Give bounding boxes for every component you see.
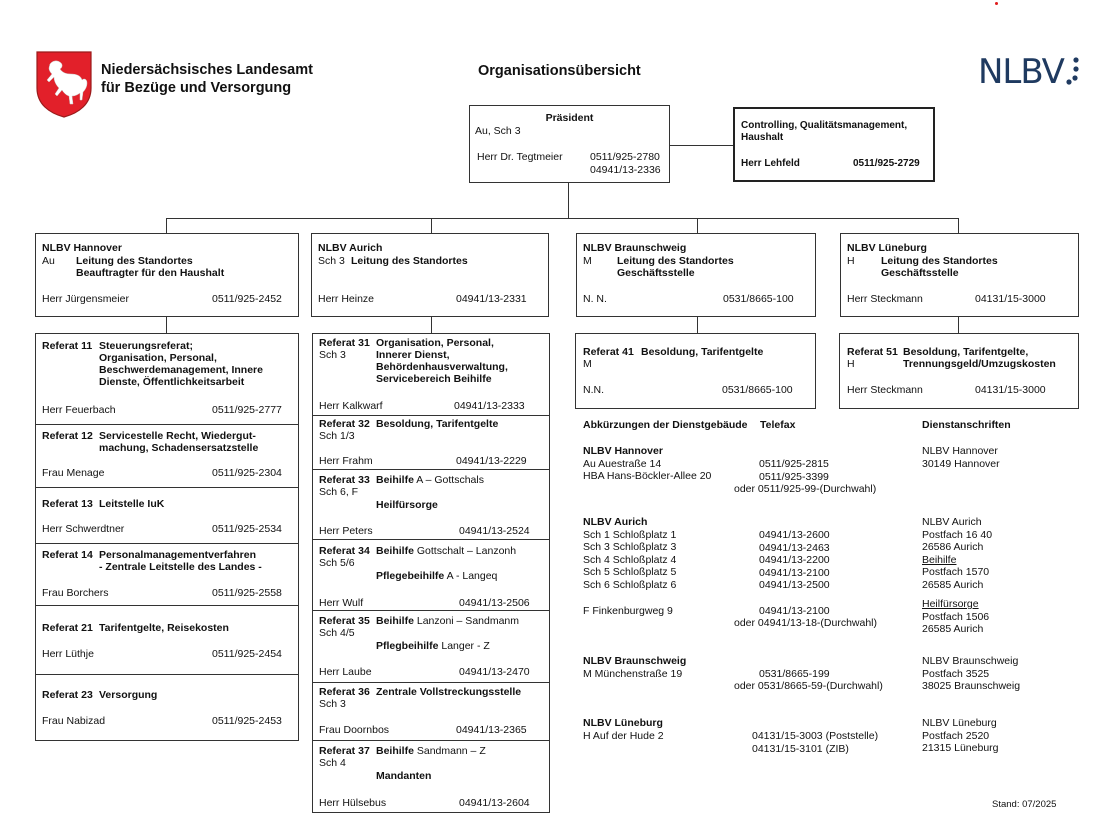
referat-line: Besoldung, Tarifentgelte — [641, 346, 764, 358]
president-phone1: 0511/925-2780 — [590, 151, 660, 163]
referat-37-box — [312, 740, 550, 813]
referat-key: Referat 12 — [42, 430, 93, 442]
location-person: Herr Heinze — [318, 293, 375, 305]
referat-line-2 — [376, 770, 431, 783]
referat-code: Sch 5/6 — [319, 557, 355, 569]
legend-location-title: NLBV Lüneburg — [583, 717, 663, 729]
referat-line: Trennungsgeld/Umzugskosten — [903, 358, 1056, 370]
address-subheading: Beihilfe — [922, 553, 957, 566]
address-line: NLBV Braunschweig — [922, 655, 1019, 667]
legend-building: M Münchenstraße 19 — [583, 667, 683, 680]
organization-name — [101, 61, 313, 97]
legend-fax: 04941/13-2500 — [759, 579, 830, 591]
referat-person: Herr Lüthje — [42, 648, 94, 660]
referat-plain: A - Langeq — [444, 570, 498, 582]
referat-code: H — [847, 358, 855, 370]
location-code: H — [847, 255, 855, 267]
referat-bold: Pflegbeihilfe — [376, 640, 439, 652]
referat-key: Referat 37 — [319, 745, 370, 757]
referat-line: Innerer Dienst, — [376, 349, 450, 361]
referat-phone: 04941/13-2604 — [459, 797, 530, 809]
address-line: 26586 Aurich — [922, 541, 984, 553]
referat-line: Servicebereich Beihilfe — [376, 373, 492, 385]
controlling-person: Herr Lehfeld — [741, 158, 800, 169]
legend-hannover-fax — [759, 458, 829, 483]
referat-21-box — [35, 605, 299, 675]
location-person: N. N. — [583, 293, 607, 305]
referat-code: Sch 4/5 — [319, 627, 355, 639]
referat-35-box — [312, 610, 550, 683]
referat-line: Organisation, Personal, — [99, 352, 217, 364]
referat-phone: 04941/13-2524 — [459, 525, 530, 537]
referat-phone: 0531/8665-100 — [722, 384, 793, 396]
referat-person: Frau Doornbos — [319, 724, 390, 736]
referat-key: Referat 21 — [42, 622, 93, 634]
location-phone: 0531/8665-100 — [723, 293, 794, 305]
referat-person: Herr Hülsebus — [319, 797, 387, 809]
referat-13-box — [35, 487, 299, 544]
org-name-line1: Niedersächsisches Landesamt — [101, 62, 313, 78]
referat-line-1 — [376, 474, 484, 487]
referat-key: Referat 11 — [42, 340, 93, 352]
connector-aurich-referate — [431, 316, 432, 333]
referat-line: - Zentrale Leitstelle des Landes - — [99, 561, 262, 573]
referat-51-box — [839, 333, 1079, 409]
location-code: M — [583, 255, 592, 267]
location-person: Herr Steckmann — [847, 293, 923, 305]
location-phone: 04941/13-2331 — [456, 293, 527, 305]
legend-building: Sch 6 Schloßplatz 6 — [583, 578, 677, 591]
legend-fax: 04941/13-2100 — [759, 605, 830, 617]
referat-plain: A – Gottschals — [413, 474, 484, 486]
legend-aurich-fax — [759, 529, 830, 592]
referat-12-box — [35, 424, 299, 488]
referat-line-1 — [376, 745, 486, 758]
referat-phone: 0511/925-2777 — [212, 404, 282, 416]
connector-president-down — [568, 182, 569, 219]
referat-bold: Beihilfe — [376, 474, 414, 486]
connector-to-hannover — [166, 218, 167, 233]
referat-bold: Beihilfe — [376, 615, 414, 627]
legend-fax: 04941/13-2200 — [759, 554, 830, 566]
referat-plain: Langer - Z — [438, 640, 490, 652]
legend-braunschweig-extra: oder 0531/8665-59-(Durchwahl) — [734, 680, 883, 692]
referat-line-2 — [376, 499, 438, 512]
referat-phone: 04941/13-2506 — [459, 597, 530, 609]
legend-fax: 0511/925-3399 — [759, 470, 829, 483]
location-code: Au — [42, 255, 55, 267]
svg-text:NLBV: NLBV — [978, 52, 1064, 90]
legend-header-telefax: Telefax — [760, 419, 796, 431]
legend-fax: 0531/8665-199 — [759, 668, 830, 680]
lower-saxony-horse-crest-icon — [35, 50, 93, 118]
referat-person: Frau Nabizad — [42, 715, 106, 727]
legend-building: Sch 1 Schloßplatz 1 — [583, 528, 677, 541]
legend-braunschweig — [583, 655, 686, 680]
location-line1: Leitung des Standortes — [617, 255, 734, 267]
location-phone: 0511/925-2452 — [212, 293, 282, 305]
referat-34-box — [312, 539, 550, 611]
location-code: Sch 3 — [318, 255, 345, 267]
controlling-box — [733, 107, 935, 182]
location-line2: Geschäftsstelle — [881, 267, 959, 279]
referat-line: Steuerungsreferat; — [99, 340, 193, 352]
location-phone: 04131/15-3000 — [975, 293, 1046, 305]
legend-aurich — [583, 516, 676, 591]
referat-plain: Gottschalt – Lanzonh — [413, 545, 517, 557]
referat-phone: 04131/15-3000 — [975, 384, 1046, 396]
location-line2: Beauftragter für den Haushalt — [76, 267, 225, 279]
controlling-title-line1: Controlling, Qualitätsmanagement, — [741, 120, 908, 131]
referat-line-1 — [376, 615, 519, 628]
referat-key: Referat 41 — [583, 346, 634, 358]
referat-key: Referat 35 — [319, 615, 370, 627]
location-line2: Geschäftsstelle — [617, 267, 695, 279]
legend-header-addresses: Dienstanschriften — [922, 419, 1011, 431]
referat-key: Referat 34 — [319, 545, 370, 557]
address-line: 38025 Braunschweig — [922, 680, 1021, 692]
referat-line: Besoldung, Tarifentgelte, — [903, 346, 1029, 358]
address-line: 26585 Aurich — [922, 578, 984, 591]
address-line: NLBV Lüneburg — [922, 717, 997, 729]
referat-31-box — [312, 333, 550, 416]
referat-line-1 — [376, 545, 516, 558]
referat-line: Servicestelle Recht, Wiedergut- — [99, 430, 256, 442]
referat-plain: Lanzoni – Sandmanm — [413, 615, 520, 627]
legend-aurich-extra: oder 04941/13-18-(Durchwahl) — [734, 617, 877, 629]
marker-dot — [995, 2, 998, 5]
page-title: Organisationsübersicht — [478, 63, 641, 79]
legend-location-title: NLBV Braunschweig — [583, 655, 687, 667]
location-person: Herr Jürgensmeier — [42, 293, 129, 305]
referat-23-box — [35, 674, 299, 741]
referat-key: Referat 33 — [319, 474, 370, 486]
referat-code: Sch 3 — [319, 698, 346, 710]
referat-line-2 — [376, 640, 490, 653]
legend-hannover-extra: oder 0511/925-99-(Durchwahl) — [734, 483, 877, 495]
referat-person: Frau Menage — [42, 467, 105, 479]
legend-hannover-address — [922, 445, 1000, 470]
connector-horizontal-bus — [166, 218, 959, 219]
location-box-lueneburg — [840, 233, 1079, 317]
address-line: NLBV Hannover — [922, 445, 998, 457]
legend-aurich-address — [922, 516, 992, 636]
referat-line-2 — [376, 570, 497, 583]
referat-phone: 04941/13-2229 — [456, 455, 527, 467]
referat-line: Beschwerdemanagement, Innere — [99, 364, 263, 376]
referat-person: Herr Wulf — [319, 597, 364, 609]
referat-key: Referat 31 — [319, 337, 370, 349]
referat-line: Behördenhausverwaltung, — [376, 361, 508, 373]
referat-33-box — [312, 469, 550, 540]
legend-fax: 04941/13-2600 — [759, 529, 830, 541]
referat-code: Sch 1/3 — [319, 430, 355, 442]
org-name-line2: für Bezüge und Versorgung — [101, 80, 292, 96]
address-line: Postfach 1570 — [922, 566, 990, 578]
president-title: Präsident — [545, 112, 594, 124]
referat-key: Referat 51 — [847, 346, 898, 358]
address-line: Postfach 3525 — [922, 667, 990, 680]
referat-phone: 04941/13-2365 — [456, 724, 527, 736]
legend-building: HBA Hans-Böckler-Allee 20 — [583, 470, 712, 482]
referat-line: Personalmanagementverfahren — [99, 549, 256, 561]
referat-person: Herr Peters — [319, 525, 373, 537]
address-line: 21315 Lüneburg — [922, 742, 999, 754]
location-name: NLBV Braunschweig — [583, 242, 687, 254]
referat-code: Sch 3 — [319, 349, 346, 361]
stand-date: Stand: 07/2025 — [992, 799, 1057, 810]
legend-building: Sch 3 Schloßplatz 3 — [583, 541, 677, 553]
legend-hannover — [583, 445, 711, 483]
legend-fax: 04131/15-3101 (ZIB) — [752, 742, 849, 755]
address-line: Postfach 16 40 — [922, 528, 993, 541]
legend-fax: 04941/13-2100 — [759, 566, 830, 579]
referat-person: Herr Frahm — [319, 455, 373, 467]
address-line: Postfach 2520 — [922, 729, 990, 742]
location-name: NLBV Lüneburg — [847, 242, 927, 254]
legend-fax: 04941/13-2463 — [759, 541, 830, 554]
address-line: 26585 Aurich — [922, 623, 984, 635]
legend-location-title: NLBV Hannover — [583, 445, 663, 457]
referat-code: Sch 4 — [319, 757, 346, 769]
referat-code: Sch 6, F — [319, 486, 359, 498]
connector-to-aurich — [431, 218, 432, 233]
referat-phone: 0511/925-2534 — [212, 523, 282, 535]
referat-bold: Beihilfe — [376, 545, 414, 557]
referat-person: N.N. — [583, 384, 604, 396]
connector-hannover-referate — [166, 316, 167, 333]
connector-to-braunschweig — [697, 218, 698, 233]
referat-phone: 0511/925-2558 — [212, 587, 282, 599]
legend-building: Sch 4 Schloßplatz 4 — [583, 553, 677, 566]
location-box-braunschweig — [576, 233, 816, 317]
referat-line: Leitstelle IuK — [99, 498, 165, 510]
location-name: NLBV Hannover — [42, 242, 122, 254]
location-name: NLBV Aurich — [318, 242, 383, 254]
referat-person: Herr Feuerbach — [42, 404, 116, 416]
referat-line: Dienste, Öffentlichkeitsarbeit — [99, 376, 245, 388]
location-box-hannover — [35, 233, 299, 317]
referat-key: Referat 23 — [42, 689, 93, 701]
referat-code: M — [583, 358, 592, 370]
referat-line: Zentrale Vollstreckungsstelle — [376, 686, 522, 698]
nlbv-logo — [978, 50, 1082, 90]
connector-to-lueneburg — [958, 218, 959, 233]
referat-line: Organisation, Personal, — [376, 337, 494, 349]
connector-president-controlling — [669, 145, 734, 146]
referat-key: Referat 36 — [319, 686, 370, 698]
location-line1: Leitung des Standortes — [76, 255, 193, 267]
referat-line: machung, Schadensersatzstelle — [99, 442, 259, 454]
legend-building: Sch 5 Schloßplatz 5 — [583, 566, 677, 578]
connector-braunschweig-referat — [697, 316, 698, 333]
referat-bold: Beihilfe — [376, 745, 414, 757]
referat-line: Tarifentgelte, Reisekosten — [99, 622, 229, 634]
referat-32-box — [312, 415, 550, 470]
legend-building: H Auf der Hude 2 — [583, 729, 664, 742]
controlling-phone: 0511/925-2729 — [853, 158, 920, 169]
referat-phone: 04941/13-2333 — [454, 400, 525, 412]
legend-header-abbreviations: Abkürzungen der Dienstgebäude — [583, 419, 748, 431]
referat-plain: Sandmann – Z — [413, 745, 486, 757]
controlling-title-line2: Haushalt — [741, 132, 784, 143]
referat-key: Referat 32 — [319, 418, 370, 430]
referat-phone: 0511/925-2453 — [212, 715, 282, 727]
referat-11-box — [35, 333, 299, 425]
referat-person: Herr Steckmann — [847, 384, 923, 396]
president-box — [469, 105, 670, 183]
referat-41-box — [575, 333, 816, 409]
president-buildings: Au, Sch 3 — [475, 125, 521, 137]
referat-bold: Mandanten — [376, 770, 432, 782]
referat-person: Herr Kalkwarf — [319, 400, 383, 412]
referat-36-box — [312, 682, 550, 741]
referat-person: Frau Borchers — [42, 587, 109, 599]
address-line: Postfach 1506 — [922, 610, 990, 623]
connector-lueneburg-referat — [958, 316, 959, 333]
legend-lueneburg — [583, 717, 664, 742]
referat-bold: Heilfürsorge — [376, 499, 438, 511]
referat-line: Versorgung — [99, 689, 158, 701]
referat-person: Herr Laube — [319, 666, 372, 678]
president-person: Herr Dr. Tegtmeier — [477, 151, 563, 163]
referat-key: Referat 14 — [42, 549, 93, 561]
legend-location-title: NLBV Aurich — [583, 516, 648, 528]
legend-lueneburg-address — [922, 717, 999, 755]
location-line1: Leitung des Standortes — [881, 255, 998, 267]
referat-line: Besoldung, Tarifentgelte — [376, 418, 499, 430]
address-line: 30149 Hannover — [922, 457, 1000, 470]
referat-phone: 0511/925-2454 — [212, 648, 282, 660]
legend-building: Au Auestraße 14 — [583, 457, 662, 470]
referat-14-box — [35, 543, 299, 606]
referat-phone: 0511/925-2304 — [212, 467, 282, 479]
president-phone2: 04941/13-2336 — [590, 164, 661, 176]
referat-key: Referat 13 — [42, 498, 93, 510]
referat-bold: Pflegebeihilfe — [376, 570, 445, 582]
legend-braunschweig-address — [922, 655, 1020, 693]
location-box-aurich — [311, 233, 549, 317]
legend-fax: 04131/15-3003 (Poststelle) — [752, 730, 879, 742]
referat-phone: 04941/13-2470 — [459, 666, 530, 678]
address-line: NLBV Aurich — [922, 516, 982, 528]
legend-lueneburg-fax — [752, 730, 878, 755]
location-line1: Leitung des Standortes — [351, 255, 468, 267]
legend-building: F Finkenburgweg 9 — [583, 605, 673, 617]
address-subheading: Heilfürsorge — [922, 598, 979, 610]
referat-person: Herr Schwerdtner — [42, 523, 125, 535]
legend-fax: 0511/925-2815 — [759, 458, 829, 470]
